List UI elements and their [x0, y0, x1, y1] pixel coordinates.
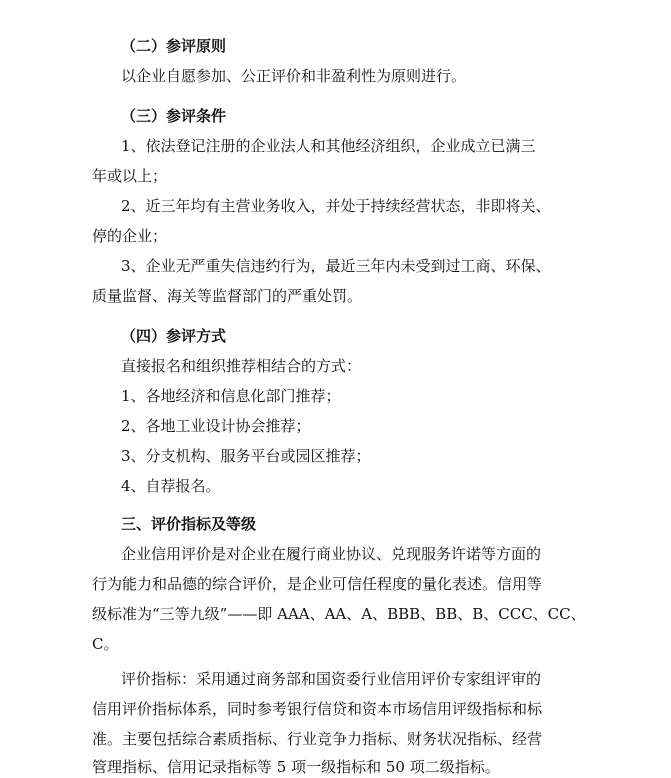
section-4-intro: 直接报名和组织推荐相结合的方式：: [121, 357, 362, 375]
part-3-heading: 三、评价指标及等级: [121, 515, 257, 533]
condition-1-line-1: 1、依法登记注册的企业法人和其他经济组织，企业成立已满三: [121, 137, 536, 155]
condition-3-line-1: 3、企业无严重失信违约行为，最近三年内未受到过工商、环保、: [121, 257, 551, 275]
list-item: 3、分支机构、服务平台或园区推荐；: [121, 447, 371, 465]
condition-1-line-2: 年或以上；: [92, 167, 168, 185]
paragraph-1-line: C。: [92, 635, 119, 653]
paragraph-2-line: 信用评价指标体系，同时参考银行信贷和资本市场信用评级指标和标: [92, 700, 543, 718]
condition-3-line-2: 质量监督、海关等监督部门的严重处罚。: [92, 287, 363, 305]
section-3-heading: （三）参评条件: [121, 107, 227, 125]
paragraph-2-line: 管理指标、信用记录指标等 5 项一级指标和 50 项二级指标。: [92, 758, 500, 776]
list-item: 4、自荐报名。: [121, 477, 221, 495]
paragraph-1-line: 级标准为“三等九级”——即 AAA、AA、A、BBB、BB、B、CCC、CC、: [92, 605, 586, 623]
paragraph-1-line: 行为能力和品德的综合评价，是企业可信任程度的量化表述。信用等: [92, 575, 543, 593]
paragraph-2-line: 准。主要包括综合素质指标、行业竞争力指标、财务状况指标、经营: [92, 730, 543, 748]
condition-2-line-2: 停的企业；: [92, 227, 168, 245]
section-4-heading: （四）参评方式: [121, 327, 227, 345]
paragraph-2-line: 评价指标：采用通过商务部和国资委行业信用评价专家组评审的: [121, 670, 542, 688]
condition-2-line-1: 2、近三年均有主营业务收入，并处于持续经营状态，非即将关、: [121, 197, 551, 215]
list-item: 1、各地经济和信息化部门推荐；: [121, 387, 341, 405]
paragraph-1-line: 企业信用评价是对企业在履行商业协议、兑现服务许诺等方面的: [121, 545, 542, 563]
section-2-text: 以企业自愿参加、公正评价和非盈利性为原则进行。: [121, 67, 467, 85]
list-item: 2、各地工业设计协会推荐；: [121, 417, 311, 435]
section-2-heading: （二）参评原则: [121, 37, 227, 55]
